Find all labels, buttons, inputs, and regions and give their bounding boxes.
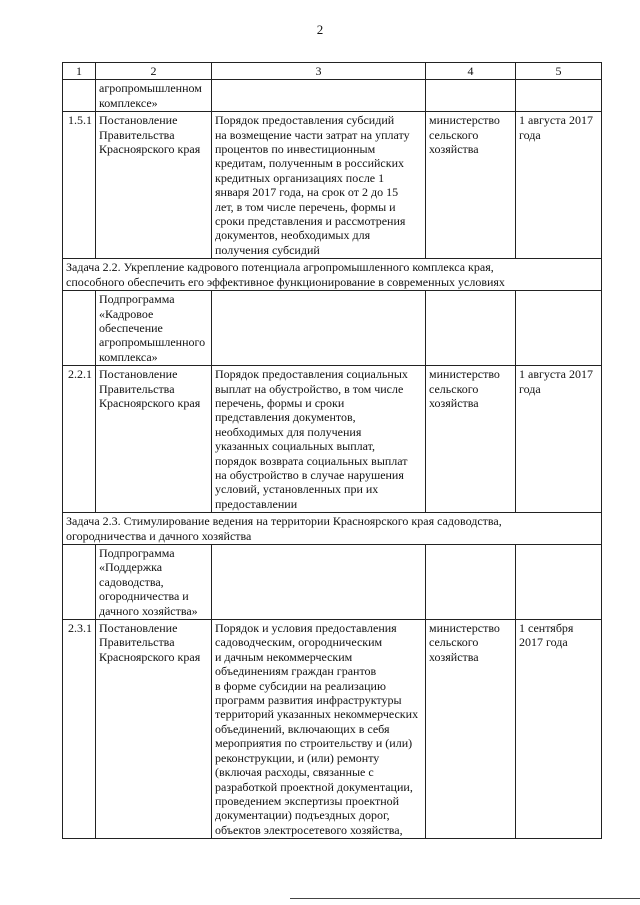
- text-line: дачного хозяйства»: [99, 603, 198, 618]
- task-heading: [63, 513, 602, 545]
- text-line: комплексе»: [99, 95, 158, 110]
- text-line: разработкой проектной документации,: [215, 779, 413, 794]
- table-row: [63, 112, 602, 259]
- text-line: объединениям граждан грантов: [215, 664, 377, 679]
- text-line: на возмещение части затрат на уплату: [215, 127, 410, 142]
- text-line: 2017 года: [519, 635, 568, 650]
- row-number: 1.5.1: [63, 112, 96, 259]
- text-line: сроки представления и рассмотрения: [215, 214, 406, 229]
- subprogram-cell: [96, 545, 212, 620]
- text-line: министерство: [429, 367, 500, 382]
- executor-cell: [426, 620, 516, 839]
- text-line: Подпрограмма: [99, 546, 175, 560]
- text-line: Задача 2.3. Стимулирование ведения на территории Красноярского края садоводства,: [66, 514, 502, 529]
- empty-cell: [63, 291, 96, 366]
- continued-subprogram-cell: [96, 80, 212, 112]
- text-line: кредитам, полученным в российских: [215, 156, 404, 171]
- task-heading: [63, 259, 602, 291]
- header-cell: 2: [96, 63, 212, 80]
- text-line: на обустройство в случае нарушения: [215, 467, 404, 482]
- page-bottom-rule: [290, 898, 640, 899]
- text-line: года: [519, 127, 541, 142]
- header-cell: 5: [516, 63, 602, 80]
- page-number: 2: [316, 22, 324, 37]
- empty-cell: [426, 80, 516, 112]
- text-line: «Поддержка: [99, 560, 163, 575]
- text-line: реконструкции, и (или) ремонту: [215, 750, 380, 765]
- text-line: перечень, формы и сроки: [215, 395, 345, 410]
- text-line: получения субсидий: [215, 242, 320, 257]
- text-line: кредитных организациях после 1: [215, 170, 385, 185]
- empty-cell: [516, 291, 602, 366]
- text-line: хозяйства: [429, 395, 479, 410]
- subprogram-row: [63, 291, 602, 366]
- text-line: условий, установленных при их: [215, 482, 379, 497]
- text-line: и дачным некоммерческим: [215, 649, 353, 664]
- text-line: 1 августа 2017: [519, 367, 593, 382]
- document-type-cell: [96, 620, 212, 839]
- executor-cell: [426, 112, 516, 259]
- text-line: огородничества и дачного хозяйства: [66, 528, 252, 543]
- empty-cell: [516, 80, 602, 112]
- task-row: [63, 513, 602, 545]
- text-line: Красноярского края: [99, 395, 201, 410]
- text-line: хозяйства: [429, 649, 479, 664]
- empty-cell: [426, 291, 516, 366]
- empty-cell: [212, 80, 426, 112]
- text-line: января 2017 года, на срок от 2 до 15: [215, 185, 399, 200]
- text-line: комплекса»: [99, 349, 158, 364]
- deadline-cell: [516, 366, 602, 513]
- description-cell: [212, 620, 426, 839]
- text-line: Порядок предоставления субсидий: [215, 113, 395, 128]
- text-line: необходимых для получения: [215, 424, 362, 439]
- table-row: [63, 366, 602, 513]
- text-line: представления документов,: [215, 410, 356, 425]
- empty-cell: [63, 545, 96, 620]
- document-type-cell: [96, 366, 212, 513]
- text-line: процентов по инвестиционным: [215, 142, 376, 157]
- text-line: выплат на обустройство, в том числе: [215, 381, 404, 396]
- text-line: указанных социальных выплат,: [215, 439, 375, 454]
- text-line: предоставлении: [215, 496, 298, 511]
- empty-cell: [212, 291, 426, 366]
- text-line: объектов электросетевого хозяйства,: [215, 822, 403, 837]
- text-line: Правительства: [99, 127, 175, 142]
- header-cell: 3: [212, 63, 426, 80]
- text-line: программ развития инфраструктуры: [215, 693, 402, 708]
- table-row: [63, 80, 602, 112]
- text-line: сельского: [429, 381, 479, 396]
- empty-cell: [63, 80, 96, 112]
- text-line: садоводческим, огородническим: [215, 635, 383, 650]
- text-line: 1 сентября: [519, 621, 574, 636]
- text-line: Постановление: [99, 621, 178, 636]
- header-cell: 4: [426, 63, 516, 80]
- subprogram-row: [63, 545, 602, 620]
- table-header-row: [63, 63, 602, 80]
- text-line: Правительства: [99, 635, 175, 650]
- description-cell: [212, 112, 426, 259]
- text-line: (включая расходы, связанные с: [215, 765, 374, 780]
- text-line: Постановление: [99, 367, 178, 382]
- measures-table: [62, 62, 602, 839]
- text-line: способного обеспечить его эффективное функционирование в современных условиях: [66, 274, 505, 289]
- text-line: хозяйства: [429, 142, 479, 157]
- description-cell: [212, 366, 426, 513]
- text-line: года: [519, 381, 541, 396]
- executor-cell: [426, 366, 516, 513]
- text-line: сельского: [429, 635, 479, 650]
- table-row: [63, 620, 602, 839]
- text-line: агропромышленного: [99, 335, 206, 350]
- text-line: «Кадровое: [99, 306, 154, 321]
- text-line: Задача 2.2. Укрепление кадрового потенциала агропромышленного комплекса края,: [66, 260, 494, 275]
- empty-cell: [426, 545, 516, 620]
- deadline-cell: [516, 620, 602, 839]
- text-line: Красноярского края: [99, 142, 201, 157]
- row-number: 2.3.1: [63, 620, 96, 839]
- text-line: документов, необходимых для: [215, 228, 371, 243]
- empty-cell: [212, 545, 426, 620]
- text-line: огородничества и: [99, 589, 189, 604]
- text-line: садоводства,: [99, 574, 164, 589]
- text-line: Постановление: [99, 113, 178, 128]
- text-line: лет, в том числе перечень, формы и: [215, 199, 396, 214]
- text-line: Подпрограмма: [99, 292, 175, 307]
- text-line: документации) подъездных дорог,: [215, 808, 390, 823]
- subprogram-cell: [96, 291, 212, 366]
- document-type-cell: [96, 112, 212, 259]
- text-line: объединений, включающих в себя: [215, 721, 390, 736]
- task-row: [63, 259, 602, 291]
- text-line: Красноярского края: [99, 649, 201, 664]
- text-line: обеспечение: [99, 320, 163, 335]
- deadline-cell: [516, 112, 602, 259]
- text-line: министерство: [429, 113, 500, 128]
- text-line: территорий указанных некоммерческих: [215, 707, 419, 722]
- text-line: министерство: [429, 621, 500, 636]
- text-line: агропромышленном: [99, 81, 202, 96]
- text-line: сельского: [429, 127, 479, 142]
- text-line: порядок возврата социальных выплат: [215, 453, 408, 468]
- text-line: проведением экспертизы проектной: [215, 793, 400, 808]
- text-line: Порядок и условия предоставления: [215, 621, 397, 636]
- row-number: 2.2.1: [63, 366, 96, 513]
- empty-cell: [516, 545, 602, 620]
- header-cell: 1: [63, 63, 96, 80]
- text-line: мероприятия по строительству и (или): [215, 736, 413, 751]
- text-line: Порядок предоставления социальных: [215, 367, 408, 382]
- text-line: в форме субсидии на реализацию: [215, 678, 386, 693]
- text-line: Правительства: [99, 381, 175, 396]
- text-line: 1 августа 2017: [519, 113, 593, 128]
